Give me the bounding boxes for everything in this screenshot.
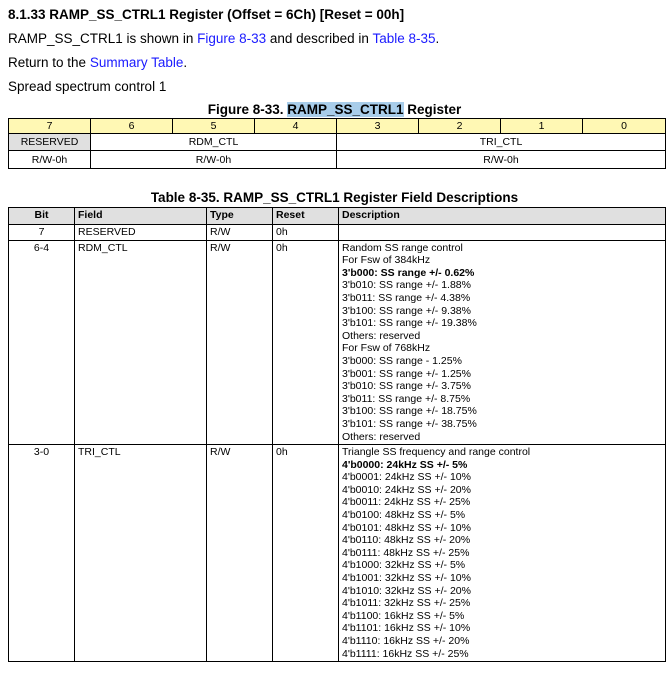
row-type: R/W — [207, 445, 273, 662]
row-reset: 0h — [273, 225, 339, 241]
description-line: 4'b0100: 48kHz SS +/- 5% — [342, 509, 466, 522]
row-bit: 6-4 — [9, 240, 75, 445]
table-caption: Table 8-35. RAMP_SS_CTRL1 Register Field Descriptions — [150, 190, 519, 205]
table-row — [9, 445, 666, 662]
row-description — [339, 240, 666, 445]
row-description — [339, 225, 666, 241]
bit-number: 1 — [501, 119, 583, 134]
return-suffix: . — [183, 55, 188, 70]
description-line: 3'b010: SS range +/- 1.88% — [342, 279, 471, 292]
intro-prefix: RAMP_SS_CTRL1 is shown in — [8, 31, 198, 46]
row-field: TRI_CTL — [75, 445, 207, 662]
description-line: 4'b0101: 48kHz SS +/- 10% — [342, 521, 471, 534]
description-line: 4'b0110: 48kHz SS +/- 20% — [342, 534, 471, 547]
description-line: 4'b1010: 32kHz SS +/- 20% — [342, 584, 471, 597]
description-line: Triangle SS frequency and range control — [342, 446, 531, 459]
description-line: 4'b0010: 24kHz SS +/- 20% — [342, 483, 471, 496]
field-name-rdm-ctl: RDM_CTL — [91, 134, 337, 151]
bit-number-row — [9, 119, 666, 134]
field-description-table — [8, 207, 666, 662]
summary-table-link[interactable]: Summary Table — [89, 55, 184, 70]
header-reset: Reset — [273, 208, 339, 225]
table-row — [9, 225, 666, 241]
description-line: 3'b101: SS range +/- 38.75% — [342, 417, 477, 430]
bit-number: 5 — [173, 119, 255, 134]
description-line: 3'b011: SS range +/- 4.38% — [342, 291, 471, 304]
row-bit: 7 — [9, 225, 75, 241]
table-header-row — [9, 208, 666, 225]
description-line: 4'b1101: 16kHz SS +/- 10% — [342, 622, 471, 635]
description-line: 3'b010: SS range +/- 3.75% — [342, 380, 471, 393]
description-line: 3'b001: SS range +/- 1.25% — [342, 367, 471, 380]
row-description — [339, 445, 666, 662]
description-line: 3'b100: SS range +/- 18.75% — [342, 405, 477, 418]
description-line: Random SS range control — [342, 241, 463, 254]
description-line: Others: reserved — [342, 329, 421, 342]
row-reset: 0h — [273, 240, 339, 445]
row-bit: 3-0 — [9, 445, 75, 662]
field-access-tri-ctl: R/W-0h — [337, 151, 666, 169]
description-line: Others: reserved — [342, 430, 421, 443]
return-paragraph — [8, 55, 187, 70]
description-line: 4'b0111: 48kHz SS +/- 25% — [342, 546, 470, 559]
description-line: 4'b1110: 16kHz SS +/- 20% — [342, 635, 470, 647]
header-description: Description — [339, 208, 666, 225]
field-name-reserved: RESERVED — [9, 134, 91, 151]
description-line: 3'b011: SS range +/- 8.75% — [342, 392, 471, 405]
description-line: 4'b1111: 16kHz SS +/- 25% — [342, 647, 469, 660]
row-reset: 0h — [273, 445, 339, 662]
header-type: Type — [207, 208, 273, 225]
description-line: For Fsw of 768kHz — [342, 342, 431, 355]
bit-number: 3 — [337, 119, 419, 134]
description-line: 3'b000: SS range - 1.25% — [342, 354, 462, 367]
description-line: 4'b0011: 24kHz SS +/- 25% — [342, 496, 471, 509]
intro-suffix: . — [435, 31, 440, 46]
description-line: 4'b1011: 32kHz SS +/- 25% — [342, 597, 471, 610]
description-line: 4'b1001: 32kHz SS +/- 10% — [342, 572, 471, 585]
field-name-row — [9, 134, 666, 151]
description-line: 4'b0001: 24kHz SS +/- 10% — [342, 471, 471, 484]
table-row — [9, 240, 666, 445]
bit-number: 0 — [583, 119, 666, 134]
bit-number: 7 — [9, 119, 91, 134]
register-description: Spread spectrum control 1 — [8, 79, 167, 94]
header-bit: Bit — [9, 208, 75, 225]
description-line: 4'b1000: 32kHz SS +/- 5% — [342, 559, 466, 572]
figure-link[interactable]: Figure 8-33 — [197, 31, 267, 46]
row-type: R/W — [207, 225, 273, 241]
return-prefix: Return to the — [8, 55, 90, 70]
description-line: For Fsw of 384kHz — [342, 254, 431, 267]
description-line: 3'b101: SS range +/- 19.38% — [342, 317, 477, 330]
header-field: Field — [75, 208, 207, 225]
table-link[interactable]: Table 8-35 — [372, 31, 436, 46]
figure-caption-highlight: RAMP_SS_CTRL1 — [287, 102, 404, 117]
row-field: RESERVED — [75, 225, 207, 241]
field-name-tri-ctl: TRI_CTL — [337, 134, 666, 151]
bit-number: 6 — [91, 119, 173, 134]
register-figure — [8, 118, 666, 169]
figure-caption — [0, 102, 669, 117]
intro-middle: and described in — [266, 31, 373, 46]
bit-number: 4 — [255, 119, 337, 134]
description-line: 3'b100: SS range +/- 9.38% — [342, 304, 471, 317]
row-field: RDM_CTL — [75, 240, 207, 445]
figure-caption-prefix: Figure 8-33. — [207, 102, 288, 117]
field-access-row — [9, 151, 666, 169]
description-line: 4'b0000: 24kHz SS +/- 5% — [342, 458, 468, 471]
figure-caption-suffix: Register — [403, 102, 462, 117]
field-access-rdm-ctl: R/W-0h — [91, 151, 337, 169]
description-line: 4'b1100: 16kHz SS +/- 5% — [342, 609, 465, 622]
bit-number: 2 — [419, 119, 501, 134]
section-heading: 8.1.33 RAMP_SS_CTRL1 Register (Offset = 6Ch) [Reset = 00h] — [8, 7, 405, 22]
description-line: 3'b000: SS range +/- 0.62% — [342, 266, 475, 279]
row-type: R/W — [207, 240, 273, 445]
field-access-reserved: R/W-0h — [9, 151, 91, 169]
intro-paragraph — [8, 31, 439, 46]
